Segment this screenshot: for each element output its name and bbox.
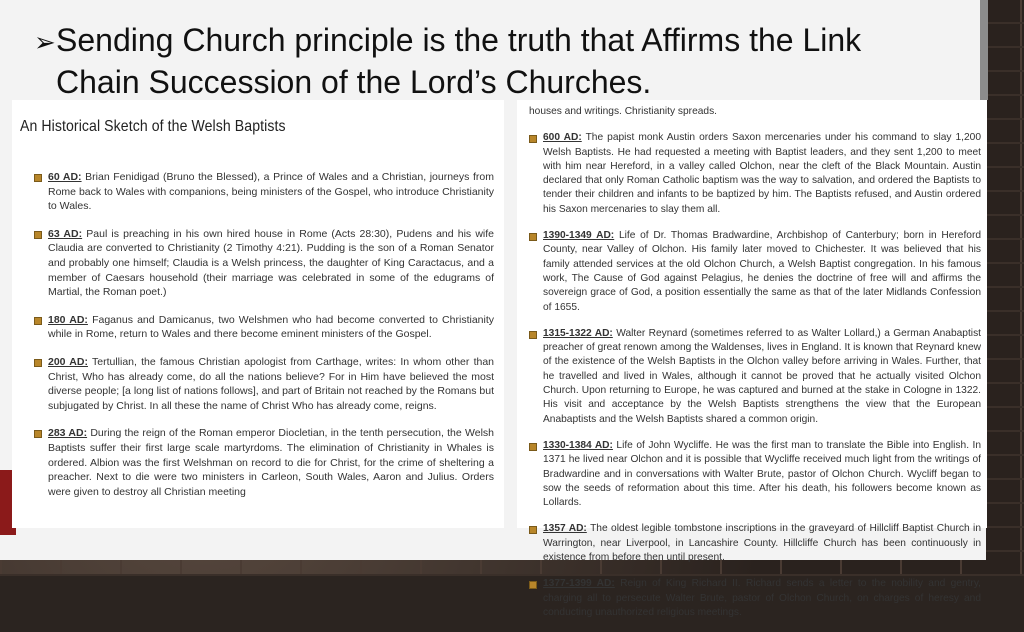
left-document-panel: [12, 100, 504, 528]
entry-date: 63 AD:: [48, 227, 83, 240]
accent-bar: [980, 0, 988, 100]
timeline-entry: [34, 355, 494, 413]
timeline-entry: [34, 313, 494, 342]
timeline-entry: [34, 227, 494, 300]
square-bullet-icon: [529, 233, 537, 241]
timeline-entry: [34, 170, 494, 214]
entry-text: Reign of King Richard II. Richard sends a letter to the nobility and gentry, charging all to persecute Walter Brute, pastor of Olchon Church, on charges of heresy and conducting unauthorized religious meetings.: [543, 578, 981, 618]
timeline-entry: [529, 439, 981, 510]
entry-date: 1315-1322 AD:: [543, 327, 613, 339]
timeline-entry: [34, 426, 494, 499]
square-bullet-icon: [34, 231, 42, 239]
entry-date: 180 AD:: [48, 313, 88, 326]
entry-text: The papist monk Austin orders Saxon mercenaries under his command to slay 1,200 Welsh Baptists. He had requested a meeting with Baptist leaders, and they sent 1,200 to meet with him near Hereford, in a valley called Olchon, near the cleft of the Black Mountain. Austin declared that only Roman Catholic baptism was the way to salvation, and ordered the Baptists to tender their children and infants to be baptized by him. The Baptists refused, and Austin ordered his Saxon mercenaries to slay them all.: [543, 132, 981, 215]
entry-text: Life of John Wycliffe. He was the first man to translate the Bible into English. In 1371 he lived near Olchon and it is possible that Wycliffe received much light from the writings of Bradwardine and in conversations with Walter Brute, pastor of Olchon Church. Wycliff began to sow the seeds of reformation about this time. After his death, his followers become known as Lollards.: [543, 439, 981, 509]
entry-date: 1377-1399 AD:: [543, 578, 615, 590]
timeline-entry: [529, 229, 981, 315]
arrow-bullet-icon: ➢: [34, 27, 56, 57]
entry-date: 60 AD:: [48, 171, 82, 183]
headline-line-1: Sending Church principle is the truth that Affirms the Link: [56, 22, 862, 58]
entry-date: 200 AD:: [48, 355, 88, 368]
timeline-entry: [529, 131, 981, 217]
slide-headline: [34, 20, 974, 102]
entry-text: Paul is preaching in his own hired house in Rome (Acts 28:30), Pudens and his wife Claudia are converted to Christianity (2 Timothy 4:21). Pudding is the son of a Roman Senator and probably one himself; Claudia is a Welsh princess, the daughter of King Caractacus, and a member of Caesars household (their marriage was celebrated in some of the edugrams of Martial, the Roman poet.): [48, 227, 495, 299]
entry-date: 1357 AD:: [543, 523, 587, 535]
document-title: An Historical Sketch of the Welsh Baptists: [20, 118, 286, 135]
entry-date: 1330-1384 AD:: [543, 439, 613, 451]
square-bullet-icon: [34, 174, 42, 182]
headline-line-2: Chain Succession of the Lord’s Churches.: [56, 64, 652, 100]
continuation-text: houses and writings. Christianity spreads.: [529, 106, 717, 117]
entry-text: Tertullian, the famous Christian apologist from Carthage, writes: In whom other than Christ, Who has already come, do all the nations believe? For in Him have believed the most diverse people; [a long list of nations follows], and part of Britain not reached by the Romans but subjugated by Christ. In all these the name of Christ Who has already come, reigns.: [48, 355, 494, 412]
timeline-entry: [529, 522, 981, 565]
entry-text: During the reign of the Roman emperor Diocletian, in the tenth persecution, the Welsh Baptists suffer their first large scale martyrdoms. The elimination of Christianity in Whales is ordered. Albion was the first Welshman on record to die for Christ, for the crime of sheltering a preacher. Next to die were two ministers in Carleon, South Wales, Aaron and Julius. Orders were given to destroy all Christian meeting: [48, 427, 494, 498]
square-bullet-icon: [34, 430, 42, 438]
square-bullet-icon: [529, 526, 537, 534]
entry-text: Brian Fenidigad (Bruno the Blessed), a Prince of Wales and a Christian, journeys from Rome back to Wales with companions, being ministers of the Gospel, who introduce Christianity to Wales.: [48, 171, 495, 213]
square-bullet-icon: [529, 331, 537, 339]
square-bullet-icon: [529, 135, 537, 143]
entry-text: Walter Reynard (sometimes referred to as Walter Lollard,) a German Anabaptist preacher of great renown among the Waldenses, lives in England. It is known that Reynard knew of the existence of the Welsh Baptists in the Olchon valley before arriving in Wales. Further, that he travelled and lived in Wales, although it cannot be proved that he actually visited Olchon Church. Upon returning to Europe, he was captured and burned at the stake in Cologne in 1322. His visit and acceptance by the Welsh Baptists strengthens the view that the European Anabaptists and the Welsh Baptists shared a common origin.: [543, 327, 981, 425]
entry-date: 1390-1349 AD:: [543, 230, 615, 242]
square-bullet-icon: [34, 317, 42, 325]
square-bullet-icon: [529, 443, 537, 451]
entry-text: The oldest legible tombstone inscriptions in the graveyard of Hillcliff Baptist Church in Warrington, near Liverpool, in Lancashire County. Hillcliffe Church has been continuously in existence from before then until present.: [543, 523, 981, 564]
entry-date: 283 AD:: [48, 427, 88, 440]
square-bullet-icon: [34, 359, 42, 367]
left-entry-list: [34, 170, 494, 512]
entry-date: 600 AD:: [543, 132, 582, 144]
right-document-panel: [517, 100, 987, 618]
entry-text: Life of Dr. Thomas Bradwardine, Archbishop of Canterbury; born in Hereford County, near Valley of Olchon. His family later moved to Chichester. It was believed that his family attended services at the old Olchon Church, a Welsh Baptist congregation. In his famous work, The Cause of God against Pelagius, he denies the doctrine of free will and affirms the sovereign grace of God, a position essentially the same as that of the later Midlands Confession of 1655.: [543, 230, 982, 313]
entry-text: Faganus and Damicanus, two Welshmen who had become converted to Christianity while in Rome, return to Wales and there become eminent ministers of the Gospel.: [48, 313, 494, 341]
square-bullet-icon: [529, 581, 537, 589]
timeline-entry: [529, 327, 981, 427]
right-entry-list: [529, 105, 981, 632]
timeline-entry: [529, 577, 981, 620]
